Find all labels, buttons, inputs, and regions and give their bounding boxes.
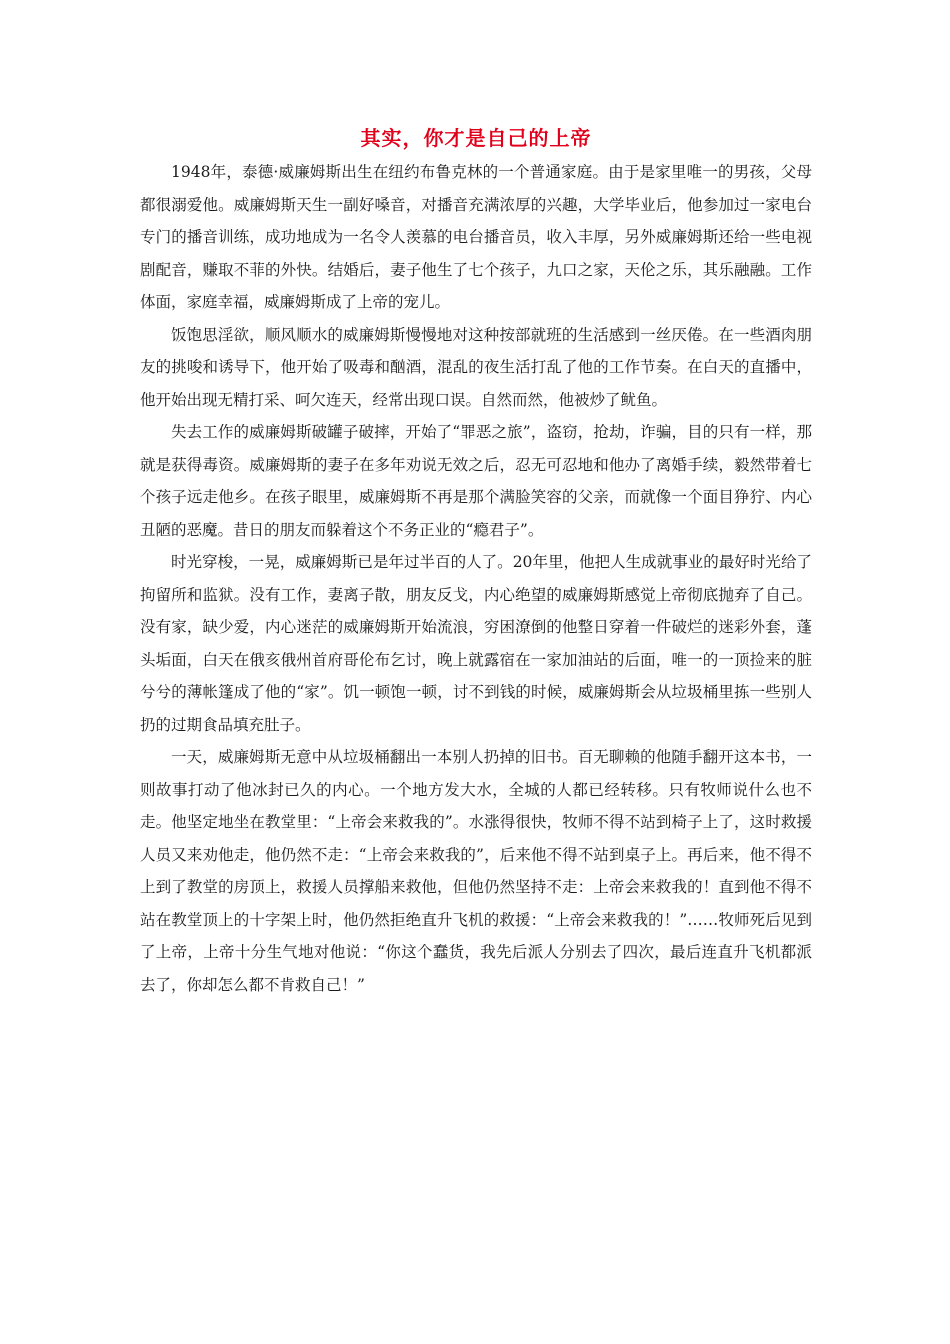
paragraph-5: 一天，威廉姆斯无意中从垃圾桶翻出一本别人扔掉的旧书。百无聊赖的他随手翻开这本书，一则故事打动了他冰封已久的内心。一个地方发大水，全城的人都已经转移。只有牧师说什么也不走。他坚定地坐在教堂里：“上帝会来救我的”。水涨得很快，牧师不得不站到椅子上了，这时救援人员又来劝他走，他仍然不走：“上帝会来救我的”，后来他不得不站到桌子上。再后来，他不得不上到了教堂的房顶上，救援人员撑船来救他，但他仍然坚持不走：上帝会来救我的！直到他不得不站在教堂顶上的十字架上时，他仍然拒绝直升飞机的救援：“上帝会来救我的！”……牧师死后见到了上帝，上帝十分生气地对他说：“你这个蠢货，我先后派人分别去了四次，最后连直升飞机都派去了，你却怎么都不肯救自己！”: [140, 748, 812, 994]
paragraph-2: 饭饱思淫欲，顺风顺水的威廉姆斯慢慢地对这种按部就班的生活感到一丝厌倦。在一些酒肉朋友的挑唆和诱导下，他开始了吸毒和酗酒，混乱的夜生活打乱了他的工作节奏。在白天的直播中，他开始出现无精打采、呵欠连天，经常出现口误。自然而然，他被炒了鱿鱼。: [140, 325, 812, 409]
document-page: [140, 124, 812, 1001]
paragraph-4: 时光穿梭，一晃，威廉姆斯已是年过半百的人了。20年里，他把人生成就事业的最好时光给了拘留所和监狱。没有工作，妻离子散，朋友反戈，内心绝望的威廉姆斯感觉上帝彻底抛弃了自己。没有家，缺少爱，内心迷茫的威廉姆斯开始流浪，穷困潦倒的他整日穿着一件破烂的迷彩外套，蓬头垢面，白天在俄亥俄州首府哥伦布乞讨，晚上就露宿在一家加油站的后面，唯一的一顶捡来的脏兮兮的薄帐篷成了他的“家”。饥一顿饱一顿，讨不到钱的时候，威廉姆斯会从垃圾桶里拣一些别人扔的过期食品填充肚子。: [140, 553, 812, 734]
document-title: 其实，你才是自己的上帝: [360, 126, 592, 150]
paragraph-3: 失去工作的威廉姆斯破罐子破摔，开始了“罪恶之旅”，盗窃，抢劫，诈骗，目的只有一样，那就是获得毒资。威廉姆斯的妻子在多年劝说无效之后，忍无可忍地和他办了离婚手续，毅然带着七个孩子远走他乡。在孩子眼里，威廉姆斯不再是那个满脸笑容的父亲，而就像一个面目狰狞、内心丑陋的恶魔。昔日的朋友而躲着这个不务正业的“瘾君子”。: [140, 423, 812, 539]
paragraph-1: 1948年，泰德·威廉姆斯出生在纽约布鲁克林的一个普通家庭。由于是家里唯一的男孩，父母都很溺爱他。威廉姆斯天生一副好嗓音，对播音充满浓厚的兴趣，大学毕业后，他参加过一家电台专门的播音训练，成功地成为一名令人羡慕的电台播音员，收入丰厚，另外威廉姆斯还给一些电视剧配音，赚取不菲的外快。结婚后，妻子他生了七个孩子，九口之家，天伦之乐，其乐融融。工作体面，家庭幸福，威廉姆斯成了上帝的宠儿。: [140, 163, 812, 311]
